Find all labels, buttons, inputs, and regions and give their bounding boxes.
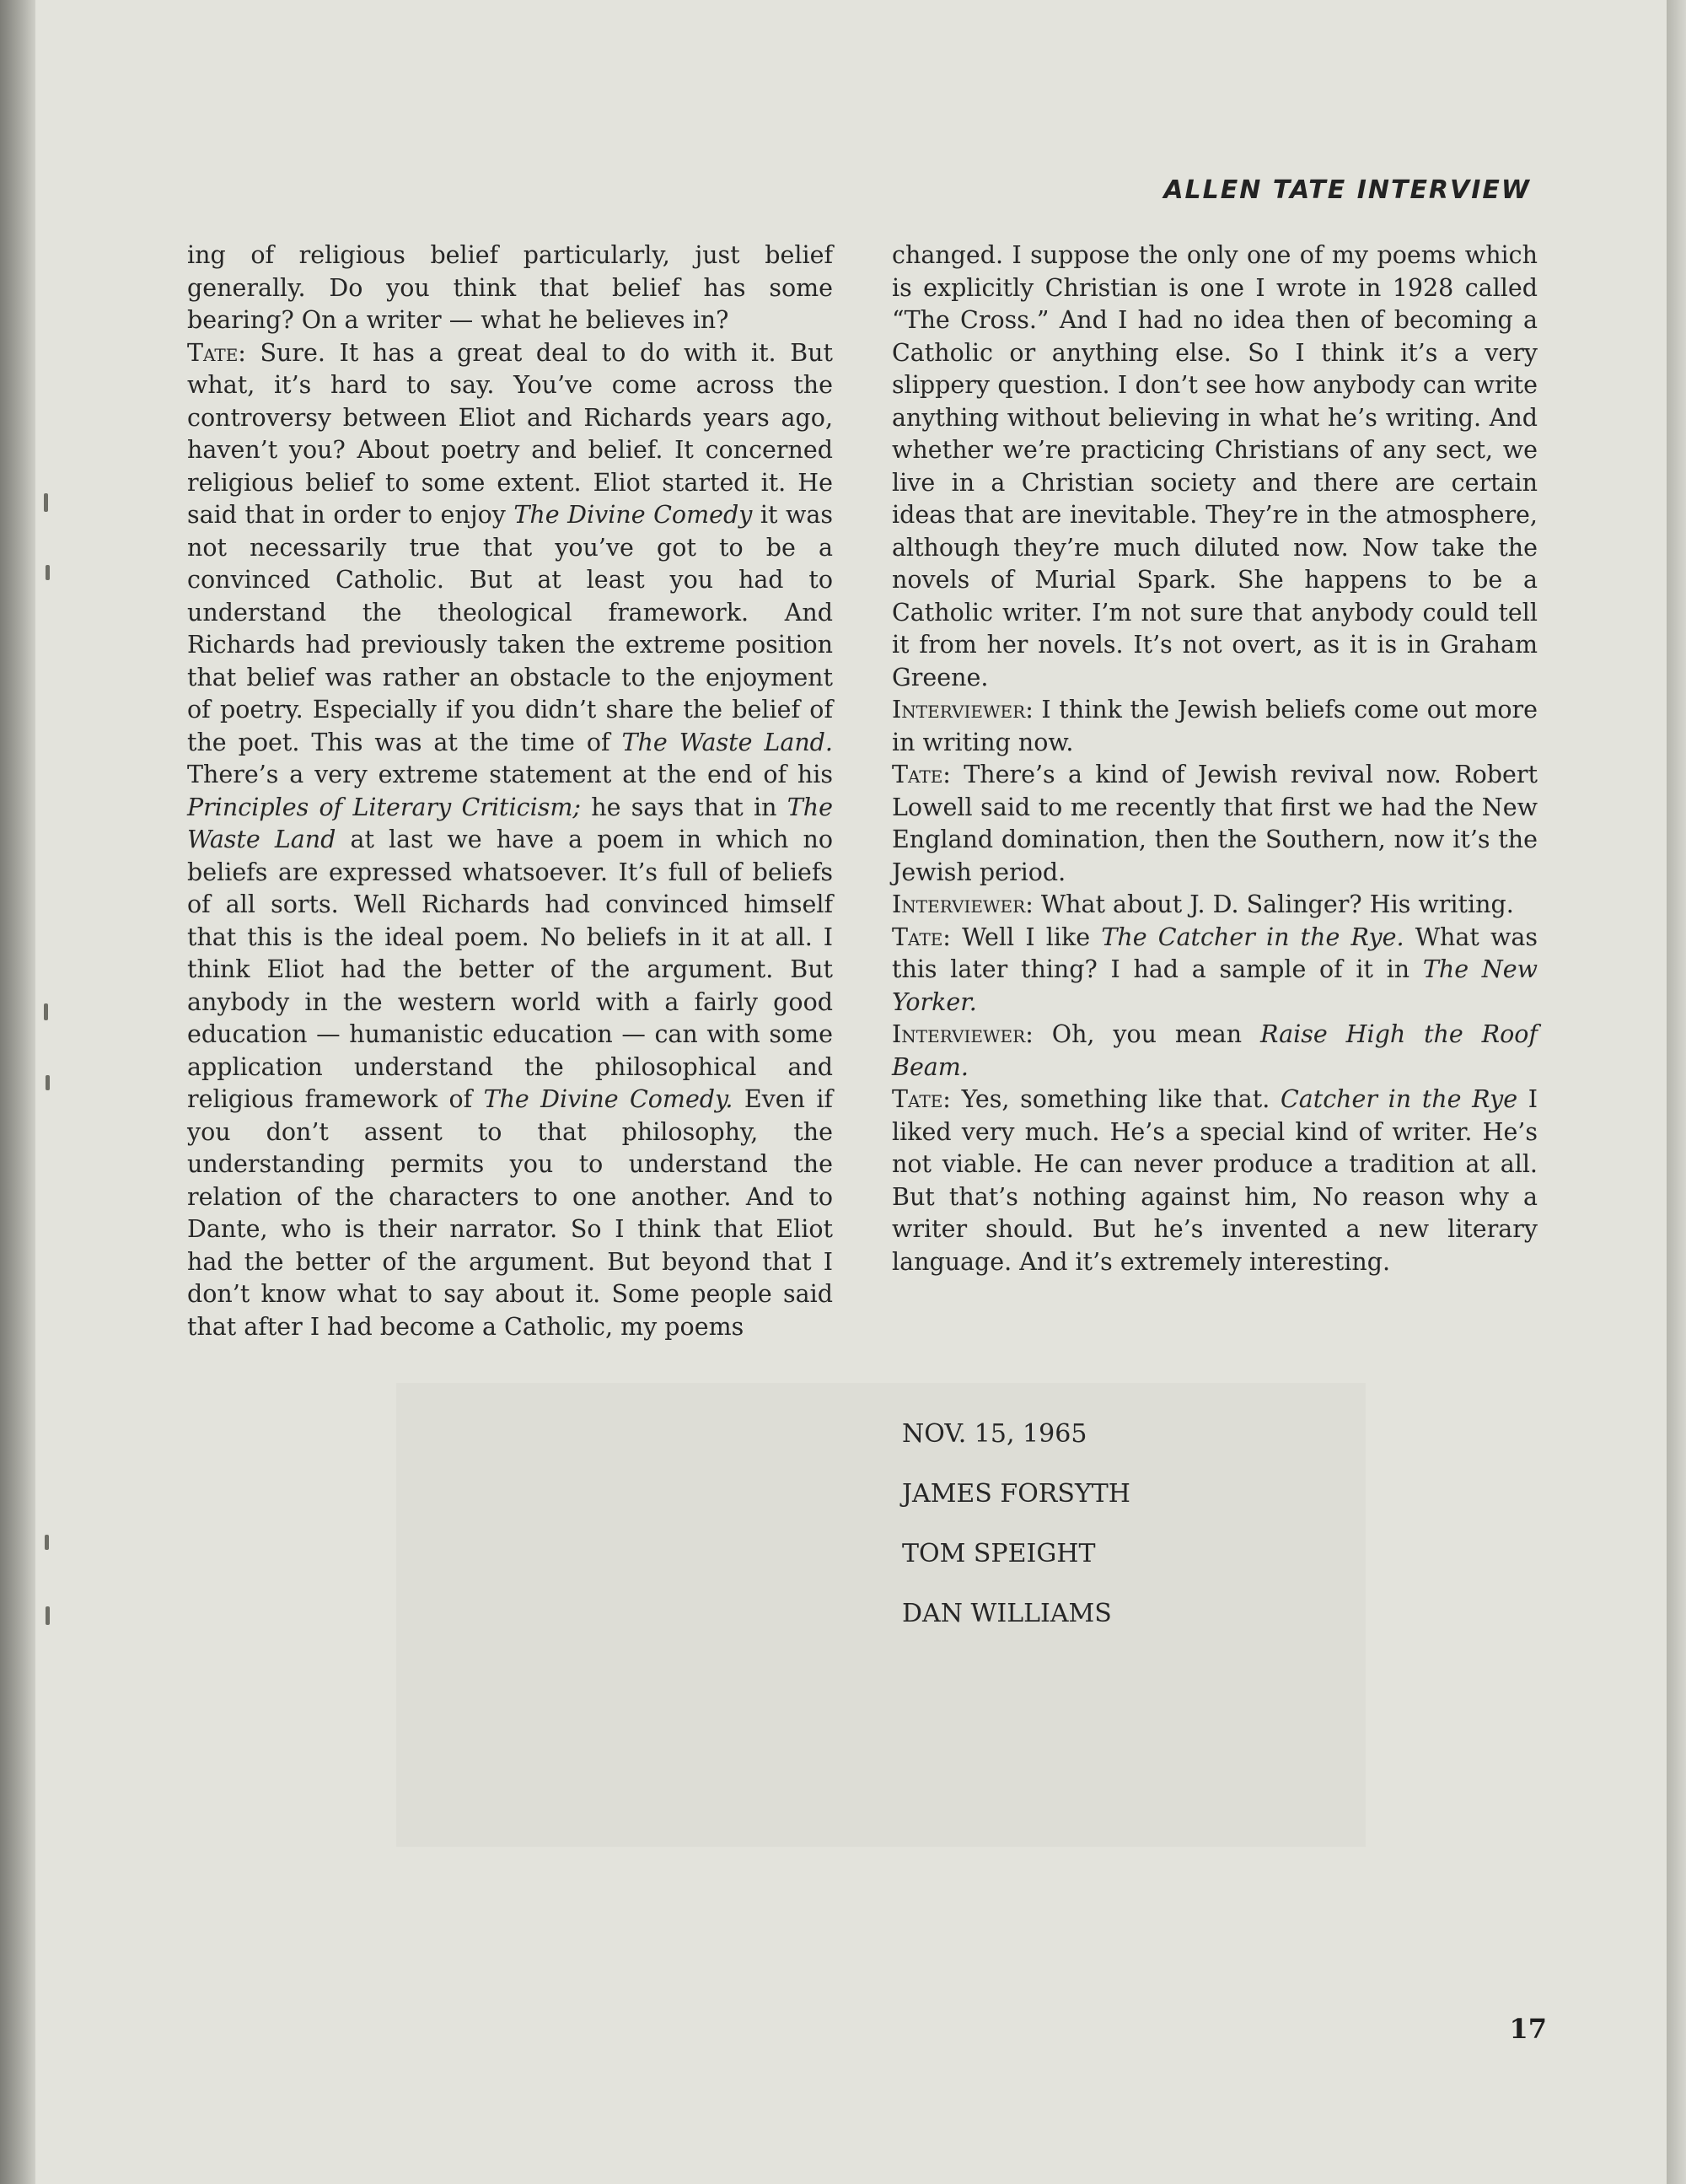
margin-mark	[46, 565, 50, 580]
left-column	[187, 239, 833, 1343]
paragraph: Interviewer: What about J. D. Salinger? His writing.	[892, 890, 1514, 918]
paragraph: Tate: Sure. It has a great deal to do with it. But what, it’s hard to say. You’ve come across the controversy between Eliot and Richards years ago, haven’t you? About poetry and belief. It concerned religious belief to some extent. Eliot started it. He said that in order to enjoy The Divine Comedy it was not necessarily true that you’ve got to be a convinced Catholic. But at least you had to understand the theological framework. And Richards had previously taken the extreme position that belief was rather an obstacle to the enjoyment of poetry. Especially if you didn’t share the belief of the poet. This was at the time of The Waste Land. There’s a very extreme statement at the end of his Principles of Literary Criticism; he says that in The Waste Land at last we have a poem in which no beliefs are expressed whatsoever. It’s full of beliefs of all sorts. Well Richards had convinced himself that this is the ideal poem. No beliefs in it at all. I think Eliot had the better of the argument. But anybody in the western world with a fairly good education — humanistic education — can with some application understand the philosophical and religious framework of The Divine Comedy. Even if you don’t assent to that philosophy, the understanding permits you to understand the relation of the characters to one another. And to Dante, who is their narrator. So I think that Eliot had the better of the argument. But beyond that I don’t know what to say about it. Some people said that after I had become a Catholic, my poems	[187, 338, 833, 1341]
interviewer-name: DAN WILLIAMS	[902, 1599, 1112, 1628]
speaker-label: Interviewer:	[892, 1020, 1034, 1048]
margin-mark	[46, 1075, 50, 1090]
margin-mark	[44, 493, 48, 512]
interview-date: NOV. 15, 1965	[902, 1419, 1087, 1449]
paragraph: changed. I suppose the only one of my poems which is explicitly Christian is one I wrote in 1928 called “The Cross.” And I had no idea then of becoming a Catholic or anything else. So I think it’s a very slippery question. I don’t see how anybody can write anything without believing in what he’s writing. And whether we’re practicing Christians of any sect, we live in a Christian society and there are certain ideas that are inevitable. They’re in the atmosphere, although they’re much diluted now. Now take the novels of Murial Spark. She happens to be a Catholic writer. I’m not sure that anybody could tell it from her novels. It’s not overt, as it is in Graham Greene.	[892, 241, 1538, 691]
paragraph: Tate: Yes, something like that. Catcher in the Rye I liked very much. He’s a special kind of writer. He’s not viable. He can never produce a tradition at all. But that’s nothing against him, No reason why a writer should. But he’s invented a new literary language. And it’s extremely interesting.	[892, 1085, 1538, 1276]
margin-mark	[45, 1535, 49, 1550]
running-head: ALLEN TATE INTERVIEW	[1163, 175, 1531, 205]
paragraph: Tate: There’s a kind of Jewish revival now. Robert Lowell said to me recently that first we had the New England domination, then the Southern, now it’s the Jewish period.	[892, 761, 1538, 886]
book-spine-shadow	[0, 0, 35, 2184]
page-edge	[1667, 0, 1686, 2184]
paragraph: Interviewer: Oh, you mean Raise High the Roof Beam.	[892, 1020, 1538, 1081]
margin-mark	[44, 1003, 48, 1020]
faint-show-through	[396, 1383, 1366, 1847]
paragraph: ing of religious belief particularly, just belief generally. Do you think that belief has some bearing? On a writer — what he believes in?	[187, 241, 833, 334]
paragraph: Interviewer: I think the Jewish beliefs come out more in writing now.	[892, 696, 1538, 756]
speaker-label: Tate:	[892, 923, 951, 951]
interviewer-name: TOM SPEIGHT	[902, 1539, 1096, 1568]
speaker-label: Tate:	[892, 761, 951, 788]
interviewer-name: JAMES FORSYTH	[902, 1479, 1130, 1509]
speaker-label: Tate:	[892, 1085, 951, 1113]
speaker-label: Interviewer:	[892, 890, 1034, 918]
speaker-label: Interviewer:	[892, 696, 1034, 724]
margin-mark	[46, 1606, 50, 1625]
page-number: 17	[1509, 2013, 1547, 2045]
right-column	[892, 239, 1538, 1278]
speaker-label: Tate:	[187, 338, 246, 367]
paragraph: Tate: Well I like The Catcher in the Rye. What was this later thing? I had a sample of it in The New Yorker.	[892, 923, 1538, 1016]
